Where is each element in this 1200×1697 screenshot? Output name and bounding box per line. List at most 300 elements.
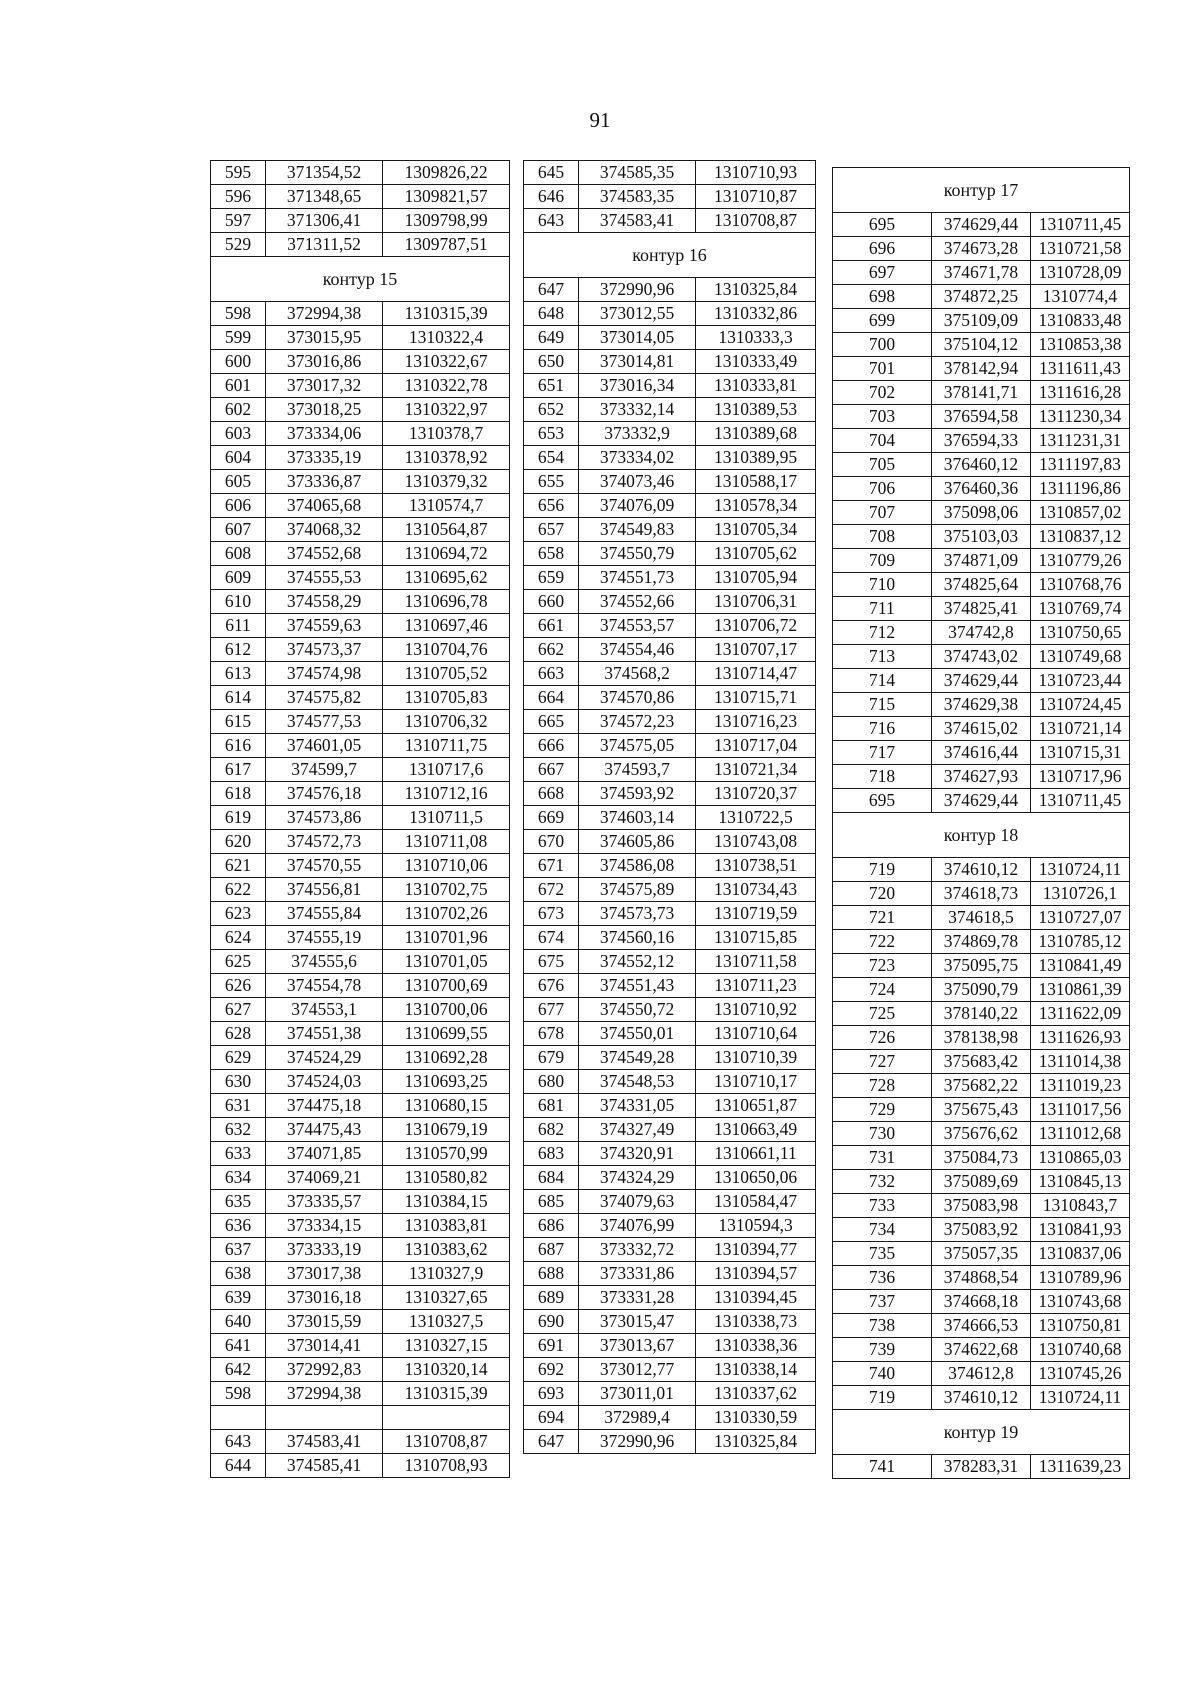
point-number-cell: 739 <box>833 1338 932 1362</box>
y-coordinate-cell: 1311616,28 <box>1030 381 1129 405</box>
x-coordinate-cell: 374871,09 <box>931 549 1030 573</box>
y-coordinate-cell: 1310710,93 <box>696 161 816 185</box>
y-coordinate-cell: 1310716,23 <box>696 710 816 734</box>
y-coordinate-cell: 1310705,94 <box>696 566 816 590</box>
y-coordinate-cell: 1310570,99 <box>383 1142 510 1166</box>
x-coordinate-cell: 372992,83 <box>266 1358 383 1382</box>
point-number-cell: 648 <box>524 302 579 326</box>
point-number-cell: 688 <box>524 1262 579 1286</box>
x-coordinate-cell: 373017,32 <box>266 374 383 398</box>
x-coordinate-cell: 375683,42 <box>931 1050 1030 1074</box>
x-coordinate-cell: 374612,8 <box>931 1362 1030 1386</box>
x-coordinate-cell: 374324,29 <box>579 1166 696 1190</box>
table-row <box>524 1094 816 1118</box>
y-coordinate-cell: 1310861,39 <box>1030 978 1129 1002</box>
point-number-cell: 616 <box>211 734 266 758</box>
table-row <box>211 926 510 950</box>
y-coordinate-cell: 1310578,34 <box>696 494 816 518</box>
point-number-cell: 622 <box>211 878 266 902</box>
table-row <box>833 930 1130 954</box>
table-row <box>524 518 816 542</box>
y-coordinate-cell: 1310696,78 <box>383 590 510 614</box>
table-row <box>833 1386 1130 1410</box>
y-coordinate-cell: 1310325,84 <box>696 1430 816 1454</box>
table-row <box>833 1074 1130 1098</box>
point-number-cell: 529 <box>211 233 266 257</box>
point-number-cell: 722 <box>833 930 932 954</box>
y-coordinate-cell: 1310843,7 <box>1030 1194 1129 1218</box>
y-coordinate-cell: 1310785,12 <box>1030 930 1129 954</box>
x-coordinate-cell: 374673,28 <box>931 237 1030 261</box>
y-coordinate-cell: 1310333,81 <box>696 374 816 398</box>
x-coordinate-cell: 374551,38 <box>266 1022 383 1046</box>
point-number-cell: 713 <box>833 645 932 669</box>
x-coordinate-cell: 373334,02 <box>579 446 696 470</box>
y-coordinate-cell: 1311012,68 <box>1030 1122 1129 1146</box>
y-coordinate-cell: 1310693,25 <box>383 1070 510 1094</box>
x-coordinate-cell: 373332,14 <box>579 398 696 422</box>
y-coordinate-cell: 1310327,65 <box>383 1286 510 1310</box>
y-coordinate-cell: 1310724,11 <box>1030 858 1129 882</box>
point-number-cell: 740 <box>833 1362 932 1386</box>
x-coordinate-cell: 374560,16 <box>579 926 696 950</box>
y-coordinate-cell: 1310841,93 <box>1030 1218 1129 1242</box>
point-number-cell: 708 <box>833 525 932 549</box>
x-coordinate-cell: 372994,38 <box>266 302 383 326</box>
y-coordinate-cell: 1310680,15 <box>383 1094 510 1118</box>
table-row <box>833 1026 1130 1050</box>
x-coordinate-cell: 374601,05 <box>266 734 383 758</box>
x-coordinate-cell: 374616,44 <box>931 741 1030 765</box>
point-number-cell: 741 <box>833 1455 932 1479</box>
point-number-cell: 687 <box>524 1238 579 1262</box>
y-coordinate-cell: 1310708,87 <box>696 209 816 233</box>
y-coordinate-cell: 1311014,38 <box>1030 1050 1129 1074</box>
x-coordinate-cell: 373333,19 <box>266 1238 383 1262</box>
x-coordinate-cell: 374868,54 <box>931 1266 1030 1290</box>
table-row <box>833 285 1130 309</box>
y-coordinate-cell: 1310322,4 <box>383 326 510 350</box>
point-number-cell: 714 <box>833 669 932 693</box>
point-number-cell: 637 <box>211 1238 266 1262</box>
table-row <box>211 974 510 998</box>
contour-title: контур 15 <box>211 257 510 302</box>
y-coordinate-cell: 1310699,55 <box>383 1022 510 1046</box>
table-row <box>524 302 816 326</box>
x-coordinate-cell: 374552,66 <box>579 590 696 614</box>
point-number-cell: 621 <box>211 854 266 878</box>
table-row <box>211 878 510 902</box>
point-number-cell: 642 <box>211 1358 266 1382</box>
y-coordinate-cell: 1310727,07 <box>1030 906 1129 930</box>
x-coordinate-cell: 378142,94 <box>931 357 1030 381</box>
table-row <box>524 161 816 185</box>
x-coordinate-cell: 374552,68 <box>266 542 383 566</box>
point-number-cell: 598 <box>211 302 266 326</box>
point-number-cell: 673 <box>524 902 579 926</box>
x-coordinate-cell: 378140,22 <box>931 1002 1030 1026</box>
y-coordinate-cell: 1310315,39 <box>383 302 510 326</box>
table-row <box>211 1070 510 1094</box>
x-coordinate-cell: 374554,78 <box>266 974 383 998</box>
point-number-cell: 613 <box>211 662 266 686</box>
y-coordinate-cell: 1310711,45 <box>1030 213 1129 237</box>
x-coordinate-cell: 374327,49 <box>579 1118 696 1142</box>
y-coordinate-cell: 1310715,85 <box>696 926 816 950</box>
x-coordinate-cell: 375109,09 <box>931 309 1030 333</box>
table-row <box>524 1382 816 1406</box>
y-coordinate-cell: 1310721,14 <box>1030 717 1129 741</box>
table-row <box>211 854 510 878</box>
table-row <box>524 209 816 233</box>
point-number-cell: 667 <box>524 758 579 782</box>
point-number-cell: 633 <box>211 1142 266 1166</box>
y-coordinate-cell: 1310338,14 <box>696 1358 816 1382</box>
table-row <box>524 470 816 494</box>
table-row <box>524 1310 816 1334</box>
y-coordinate-cell: 1310383,62 <box>383 1238 510 1262</box>
table-row <box>524 422 816 446</box>
x-coordinate-cell: 374550,01 <box>579 1022 696 1046</box>
table-row <box>211 302 510 326</box>
point-number-cell: 730 <box>833 1122 932 1146</box>
y-coordinate-cell: 1310726,1 <box>1030 882 1129 906</box>
point-number-cell: 612 <box>211 638 266 662</box>
x-coordinate-cell: 374603,14 <box>579 806 696 830</box>
y-coordinate-cell: 1311626,93 <box>1030 1026 1129 1050</box>
point-number-cell: 707 <box>833 501 932 525</box>
x-coordinate-cell: 376594,33 <box>931 429 1030 453</box>
x-coordinate-cell: 374572,23 <box>579 710 696 734</box>
y-coordinate-cell: 1310337,62 <box>696 1382 816 1406</box>
y-coordinate-cell: 1310717,04 <box>696 734 816 758</box>
x-coordinate-cell: 373017,38 <box>266 1262 383 1286</box>
contour-header-row <box>211 257 510 302</box>
y-coordinate-cell: 1310327,5 <box>383 1310 510 1334</box>
table-row <box>833 237 1130 261</box>
table-row <box>211 1118 510 1142</box>
point-number-cell: 668 <box>524 782 579 806</box>
y-coordinate-cell: 1310588,17 <box>696 470 816 494</box>
x-coordinate-cell: 374629,44 <box>931 789 1030 813</box>
table-row <box>524 638 816 662</box>
y-coordinate-cell: 1310710,92 <box>696 998 816 1022</box>
y-coordinate-cell: 1310728,09 <box>1030 261 1129 285</box>
point-number-cell: 630 <box>211 1070 266 1094</box>
y-coordinate-cell: 1310710,17 <box>696 1070 816 1094</box>
y-coordinate-cell: 1310338,73 <box>696 1310 816 1334</box>
x-coordinate-cell: 374574,98 <box>266 662 383 686</box>
point-number-cell: 645 <box>524 161 579 185</box>
x-coordinate-cell: 374554,46 <box>579 638 696 662</box>
y-coordinate-cell: 1310701,05 <box>383 950 510 974</box>
point-number-cell: 596 <box>211 185 266 209</box>
table-row <box>524 1286 816 1310</box>
point-number-cell: 679 <box>524 1046 579 1070</box>
table-row <box>211 233 510 257</box>
table-row <box>524 902 816 926</box>
table-row <box>211 950 510 974</box>
point-number-cell: 631 <box>211 1094 266 1118</box>
point-number-cell: 646 <box>524 185 579 209</box>
x-coordinate-cell: 374572,73 <box>266 830 383 854</box>
point-number-cell: 661 <box>524 614 579 638</box>
x-coordinate-cell: 374605,86 <box>579 830 696 854</box>
table-row <box>524 950 816 974</box>
point-number-cell: 709 <box>833 549 932 573</box>
table-row <box>524 854 816 878</box>
y-coordinate-cell: 1310717,96 <box>1030 765 1129 789</box>
y-coordinate-cell <box>383 1406 510 1430</box>
table-row <box>211 1430 510 1454</box>
x-coordinate-cell: 375675,43 <box>931 1098 1030 1122</box>
table-row <box>211 734 510 758</box>
x-coordinate-cell: 374825,64 <box>931 573 1030 597</box>
point-number-cell: 665 <box>524 710 579 734</box>
x-coordinate-cell: 372990,96 <box>579 278 696 302</box>
point-number-cell: 632 <box>211 1118 266 1142</box>
y-coordinate-cell: 1310743,08 <box>696 830 816 854</box>
x-coordinate-cell: 373014,05 <box>579 326 696 350</box>
y-coordinate-cell: 1310745,26 <box>1030 1362 1129 1386</box>
x-coordinate-cell: 374553,57 <box>579 614 696 638</box>
x-coordinate-cell: 374548,53 <box>579 1070 696 1094</box>
point-number-cell: 689 <box>524 1286 579 1310</box>
table-row <box>211 662 510 686</box>
x-coordinate-cell: 374551,73 <box>579 566 696 590</box>
point-number-cell: 611 <box>211 614 266 638</box>
table-row <box>211 710 510 734</box>
point-number-cell: 720 <box>833 882 932 906</box>
x-coordinate-cell: 374076,99 <box>579 1214 696 1238</box>
coordinates-table-middle <box>523 160 816 1454</box>
point-number-cell: 734 <box>833 1218 932 1242</box>
point-number-cell: 614 <box>211 686 266 710</box>
x-coordinate-cell: 376460,12 <box>931 453 1030 477</box>
coordinates-table-left <box>210 160 510 1478</box>
y-coordinate-cell: 1310378,92 <box>383 446 510 470</box>
table-row <box>211 542 510 566</box>
x-coordinate-cell: 374629,38 <box>931 693 1030 717</box>
x-coordinate-cell: 374742,8 <box>931 621 1030 645</box>
y-coordinate-cell: 1310738,51 <box>696 854 816 878</box>
x-coordinate-cell: 374549,28 <box>579 1046 696 1070</box>
x-coordinate-cell: 374555,53 <box>266 566 383 590</box>
point-number-cell: 732 <box>833 1170 932 1194</box>
y-coordinate-cell: 1310750,65 <box>1030 621 1129 645</box>
table-row <box>211 1262 510 1286</box>
x-coordinate-cell: 374577,53 <box>266 710 383 734</box>
table-row <box>524 878 816 902</box>
point-number-cell: 619 <box>211 806 266 830</box>
x-coordinate-cell: 374475,18 <box>266 1094 383 1118</box>
x-coordinate-cell: 373331,86 <box>579 1262 696 1286</box>
table-row <box>524 1358 816 1382</box>
table-row <box>211 998 510 1022</box>
y-coordinate-cell: 1310837,06 <box>1030 1242 1129 1266</box>
x-coordinate-cell: 374555,6 <box>266 950 383 974</box>
y-coordinate-cell: 1310594,3 <box>696 1214 816 1238</box>
point-number-cell: 703 <box>833 405 932 429</box>
y-coordinate-cell: 1310721,34 <box>696 758 816 782</box>
point-number-cell: 605 <box>211 470 266 494</box>
point-number-cell: 638 <box>211 1262 266 1286</box>
x-coordinate-cell: 374576,18 <box>266 782 383 806</box>
y-coordinate-cell: 1310651,87 <box>696 1094 816 1118</box>
point-number-cell: 636 <box>211 1214 266 1238</box>
y-coordinate-cell: 1310789,96 <box>1030 1266 1129 1290</box>
contour-title: контур 17 <box>833 168 1130 213</box>
table-row <box>833 765 1130 789</box>
y-coordinate-cell: 1310724,11 <box>1030 1386 1129 1410</box>
x-coordinate-cell: 373334,15 <box>266 1214 383 1238</box>
x-coordinate-cell: 374585,35 <box>579 161 696 185</box>
y-coordinate-cell: 1310584,47 <box>696 1190 816 1214</box>
point-number-cell: 705 <box>833 453 932 477</box>
table-row <box>211 398 510 422</box>
y-coordinate-cell: 1310707,17 <box>696 638 816 662</box>
y-coordinate-cell: 1310338,36 <box>696 1334 816 1358</box>
y-coordinate-cell: 1310383,81 <box>383 1214 510 1238</box>
point-number-cell: 731 <box>833 1146 932 1170</box>
table-row <box>211 350 510 374</box>
table-row <box>833 621 1130 645</box>
x-coordinate-cell: 374069,21 <box>266 1166 383 1190</box>
table-row <box>524 926 816 950</box>
table-row <box>524 998 816 1022</box>
x-coordinate-cell: 374618,73 <box>931 882 1030 906</box>
x-coordinate-cell: 375083,98 <box>931 1194 1030 1218</box>
y-coordinate-cell: 1310750,81 <box>1030 1314 1129 1338</box>
y-coordinate-cell: 1310333,49 <box>696 350 816 374</box>
table-row <box>833 405 1130 429</box>
point-number-cell: 738 <box>833 1314 932 1338</box>
x-coordinate-cell: 374524,03 <box>266 1070 383 1094</box>
x-coordinate-cell: 374071,85 <box>266 1142 383 1166</box>
table-row <box>833 309 1130 333</box>
table-row <box>833 213 1130 237</box>
x-coordinate-cell: 373331,28 <box>579 1286 696 1310</box>
point-number-cell: 696 <box>833 237 932 261</box>
table-row <box>211 1022 510 1046</box>
point-number-cell: 617 <box>211 758 266 782</box>
x-coordinate-cell: 374550,79 <box>579 542 696 566</box>
x-coordinate-cell: 373014,81 <box>579 350 696 374</box>
point-number-cell: 608 <box>211 542 266 566</box>
point-number-cell: 716 <box>833 717 932 741</box>
y-coordinate-cell: 1310702,26 <box>383 902 510 926</box>
x-coordinate-cell: 374610,12 <box>931 1386 1030 1410</box>
x-coordinate-cell: 375676,62 <box>931 1122 1030 1146</box>
y-coordinate-cell: 1310327,9 <box>383 1262 510 1286</box>
y-coordinate-cell: 1310865,03 <box>1030 1146 1129 1170</box>
contour-header-row <box>833 813 1130 858</box>
table-row <box>211 326 510 350</box>
y-coordinate-cell: 1310711,45 <box>1030 789 1129 813</box>
x-coordinate-cell: 374570,55 <box>266 854 383 878</box>
point-number-cell: 706 <box>833 477 932 501</box>
y-coordinate-cell: 1310779,26 <box>1030 549 1129 573</box>
point-number-cell: 695 <box>833 213 932 237</box>
y-coordinate-cell: 1310389,53 <box>696 398 816 422</box>
table-row <box>833 1314 1130 1338</box>
table-row <box>833 906 1130 930</box>
contour-title: контур 19 <box>833 1410 1130 1455</box>
point-number-cell: 694 <box>524 1406 579 1430</box>
table-row <box>524 446 816 470</box>
y-coordinate-cell: 1310700,69 <box>383 974 510 998</box>
x-coordinate-cell: 374825,41 <box>931 597 1030 621</box>
x-coordinate-cell: 373016,86 <box>266 350 383 374</box>
table-row <box>211 638 510 662</box>
x-coordinate-cell: 374065,68 <box>266 494 383 518</box>
table-row <box>211 902 510 926</box>
x-coordinate-cell: 374585,41 <box>266 1454 383 1478</box>
contour-header-row <box>833 168 1130 213</box>
y-coordinate-cell: 1310389,68 <box>696 422 816 446</box>
point-number-cell: 700 <box>833 333 932 357</box>
table-row <box>833 741 1130 765</box>
point-number-cell: 601 <box>211 374 266 398</box>
x-coordinate-cell: 373012,77 <box>579 1358 696 1382</box>
y-coordinate-cell: 1310330,59 <box>696 1406 816 1430</box>
table-row <box>833 882 1130 906</box>
x-coordinate-cell: 376460,36 <box>931 477 1030 501</box>
point-number-cell: 702 <box>833 381 932 405</box>
y-coordinate-cell: 1310322,67 <box>383 350 510 374</box>
point-number-cell: 719 <box>833 1386 932 1410</box>
point-number-cell: 644 <box>211 1454 266 1478</box>
point-number-cell: 595 <box>211 161 266 185</box>
table-row <box>524 1022 816 1046</box>
table-row <box>524 710 816 734</box>
point-number-cell: 686 <box>524 1214 579 1238</box>
x-coordinate-cell: 371311,52 <box>266 233 383 257</box>
point-number-cell: 691 <box>524 1334 579 1358</box>
y-coordinate-cell: 1310768,76 <box>1030 573 1129 597</box>
y-coordinate-cell: 1310705,62 <box>696 542 816 566</box>
y-coordinate-cell: 1310394,77 <box>696 1238 816 1262</box>
x-coordinate-cell: 371306,41 <box>266 209 383 233</box>
y-coordinate-cell: 1310833,48 <box>1030 309 1129 333</box>
point-number-cell: 656 <box>524 494 579 518</box>
table-row <box>211 782 510 806</box>
y-coordinate-cell: 1309826,22 <box>383 161 510 185</box>
point-number-cell: 659 <box>524 566 579 590</box>
y-coordinate-cell: 1310694,72 <box>383 542 510 566</box>
table-row <box>211 1142 510 1166</box>
x-coordinate-cell: 374593,92 <box>579 782 696 806</box>
x-coordinate-cell: 371348,65 <box>266 185 383 209</box>
point-number-cell: 643 <box>524 209 579 233</box>
point-number-cell: 727 <box>833 1050 932 1074</box>
point-number-cell: 685 <box>524 1190 579 1214</box>
point-number-cell: 606 <box>211 494 266 518</box>
point-number-cell: 623 <box>211 902 266 926</box>
table-row <box>211 494 510 518</box>
contour-title: контур 16 <box>524 233 816 278</box>
point-number-cell: 666 <box>524 734 579 758</box>
point-number-cell: 658 <box>524 542 579 566</box>
table-row <box>833 333 1130 357</box>
x-coordinate-cell: 374570,86 <box>579 686 696 710</box>
y-coordinate-cell: 1310711,5 <box>383 806 510 830</box>
table-row <box>524 326 816 350</box>
table-row <box>833 525 1130 549</box>
table-row <box>833 1218 1130 1242</box>
point-number-cell: 697 <box>833 261 932 285</box>
point-number-cell: 635 <box>211 1190 266 1214</box>
